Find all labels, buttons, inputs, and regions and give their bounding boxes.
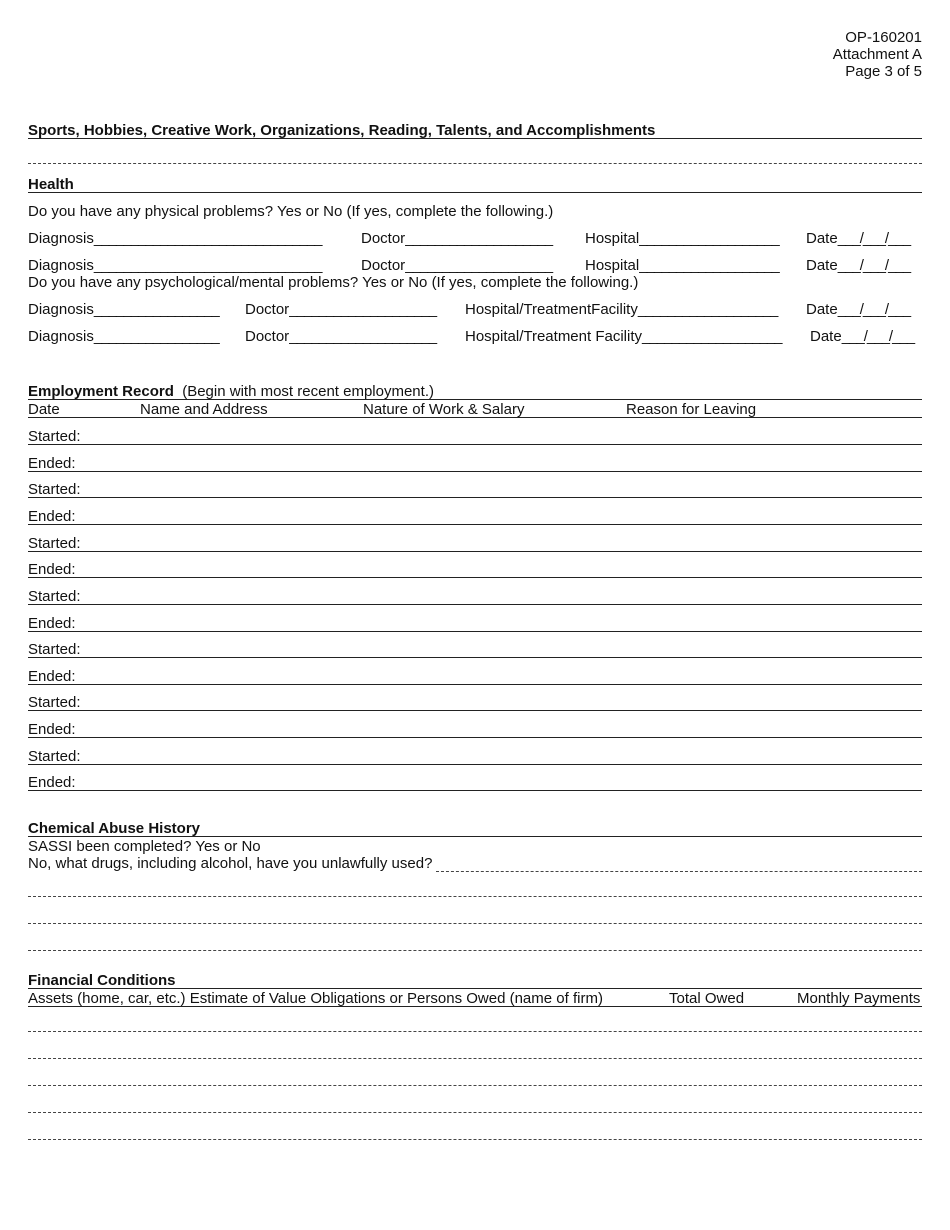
- employment-started-label: Started:: [28, 748, 81, 765]
- financial-rule: [28, 988, 922, 989]
- page-number: Page 3 of 5: [845, 63, 922, 80]
- form-id: OP-160201: [845, 29, 922, 46]
- financial-answer-line[interactable]: [28, 1058, 922, 1059]
- employment-rule: [28, 399, 922, 400]
- physical-diagnosis-1[interactable]: Diagnosis_______________________________: [28, 230, 322, 247]
- employment-started-label: Started:: [28, 588, 81, 605]
- drugs-answer-line[interactable]: [28, 923, 922, 924]
- physical-hospital-1[interactable]: Hospital___________________: [585, 230, 779, 247]
- employment-row-line[interactable]: [28, 524, 922, 525]
- employment-row-line[interactable]: [28, 657, 922, 658]
- psych-diagnosis-2[interactable]: Diagnosis_________________: [28, 328, 219, 345]
- drugs-answer-line[interactable]: [436, 871, 922, 872]
- employment-row-line[interactable]: [28, 684, 922, 685]
- employment-col-date: Date: [28, 401, 60, 418]
- psych-facility-2[interactable]: Hospital/Treatment Facility___________________: [465, 328, 782, 345]
- psych-doctor-2[interactable]: Doctor____________________: [245, 328, 437, 345]
- financial-answer-line[interactable]: [28, 1085, 922, 1086]
- employment-ended-label: Ended:: [28, 721, 76, 738]
- sports-rule: [28, 138, 922, 139]
- financial-col-total-owed: Total Owed: [669, 990, 745, 1007]
- employment-row-line[interactable]: [28, 497, 922, 498]
- employment-row-line[interactable]: [28, 471, 922, 472]
- physical-diagnosis-2[interactable]: Diagnosis_______________________________: [28, 257, 322, 274]
- drugs-question: No, what drugs, including alcohol, have you unlawfully used?: [28, 855, 433, 872]
- employment-started-label: Started:: [28, 428, 81, 445]
- employment-ended-label: Ended:: [28, 615, 76, 632]
- employment-started-label: Started:: [28, 535, 81, 552]
- employment-row-line[interactable]: [28, 577, 922, 578]
- drugs-answer-line[interactable]: [28, 950, 922, 951]
- chemical-rule: [28, 836, 922, 837]
- psych-facility-1[interactable]: Hospital/TreatmentFacility___________________: [465, 301, 778, 318]
- psych-date-1[interactable]: Date___/___/___: [806, 301, 911, 318]
- employment-ended-label: Ended:: [28, 668, 76, 685]
- employment-row-line[interactable]: [28, 764, 922, 765]
- physical-doctor-1[interactable]: Doctor____________________: [361, 230, 553, 247]
- physical-date-2[interactable]: Date___/___/___: [806, 257, 911, 274]
- physical-date-1[interactable]: Date___/___/___: [806, 230, 911, 247]
- psych-date-2[interactable]: Date___/___/___: [810, 328, 915, 345]
- employment-col-reason: Reason for Leaving: [626, 401, 757, 418]
- sports-answer-line[interactable]: [28, 163, 922, 164]
- employment-row-line[interactable]: [28, 604, 922, 605]
- psych-doctor-1[interactable]: Doctor____________________: [245, 301, 437, 318]
- financial-answer-line[interactable]: [28, 1031, 922, 1032]
- employment-started-label: Started:: [28, 694, 81, 711]
- employment-col-work: Nature of Work & Salary: [363, 401, 525, 418]
- financial-answer-line[interactable]: [28, 1112, 922, 1113]
- employment-row-line[interactable]: [28, 790, 922, 791]
- employment-started-label: Started:: [28, 641, 81, 658]
- sassi-question: SASSI been completed? Yes or No: [28, 838, 261, 855]
- financial-answer-line[interactable]: [28, 1139, 922, 1140]
- psych-problems-question: Do you have any psychological/mental problems? Yes or No (If yes, complete the following.): [28, 274, 639, 291]
- employment-row-line[interactable]: [28, 737, 922, 738]
- employment-ended-label: Ended:: [28, 455, 76, 472]
- employment-row-line[interactable]: [28, 710, 922, 711]
- employment-row-line[interactable]: [28, 631, 922, 632]
- financial-heading: Financial Conditions: [28, 972, 176, 989]
- drugs-answer-line[interactable]: [28, 896, 922, 897]
- psych-diagnosis-1[interactable]: Diagnosis_________________: [28, 301, 219, 318]
- financial-col-monthly-payments: Monthly Payments: [797, 990, 921, 1007]
- employment-heading: Employment Record (Begin with most recent employment.): [28, 383, 434, 400]
- employment-col-name: Name and Address: [140, 401, 268, 418]
- chemical-heading: Chemical Abuse History: [28, 820, 200, 837]
- employment-ended-label: Ended:: [28, 561, 76, 578]
- sports-heading: Sports, Hobbies, Creative Work, Organizations, Reading, Talents, and Accomplishments: [28, 122, 656, 139]
- physical-hospital-2[interactable]: Hospital___________________: [585, 257, 779, 274]
- financial-columns-rule: [28, 1006, 922, 1007]
- physical-problems-question: Do you have any physical problems? Yes or No (If yes, complete the following.): [28, 203, 554, 220]
- employment-ended-label: Ended:: [28, 508, 76, 525]
- employment-row-line[interactable]: [28, 444, 922, 445]
- health-rule: [28, 192, 922, 193]
- financial-col-assets: Assets (home, car, etc.) Estimate of Value Obligations or Persons Owed (name of firm): [28, 990, 603, 1007]
- employment-row-line[interactable]: [28, 551, 922, 552]
- attachment-label: Attachment A: [832, 46, 922, 63]
- health-heading: Health: [28, 176, 74, 193]
- employment-columns-rule: [28, 417, 922, 418]
- physical-doctor-2[interactable]: Doctor____________________: [361, 257, 553, 274]
- employment-started-label: Started:: [28, 481, 81, 498]
- employment-ended-label: Ended:: [28, 774, 76, 791]
